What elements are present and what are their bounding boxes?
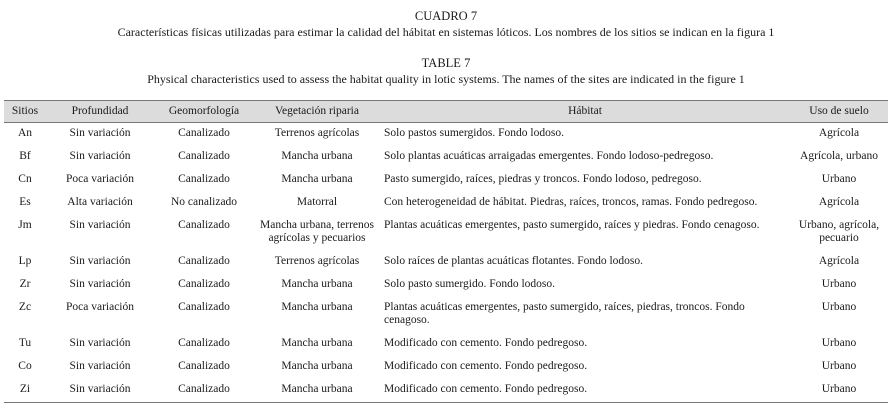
table-row	[4, 333, 888, 356]
table-row	[4, 169, 888, 192]
table-row	[4, 297, 888, 333]
cell-habitat: Solo pasto sumergido. Fondo lodoso.	[384, 278, 556, 290]
cell-vegetacion: Mancha urbana	[281, 173, 353, 185]
table-row	[4, 146, 888, 169]
header-row	[4, 101, 888, 123]
cell-profundidad: Alta variación	[67, 196, 133, 208]
cell-sitio: Tu	[18, 337, 32, 349]
table-row	[4, 215, 888, 251]
habitat-table	[4, 100, 888, 403]
header-vegetacion: Vegetación riparia	[254, 101, 380, 123]
cell-vegetacion: Terrenos agrícolas	[274, 127, 360, 139]
table-row	[4, 251, 888, 274]
table-row	[4, 379, 888, 403]
header-habitat: Hábitat	[380, 101, 790, 123]
cell-uso-suelo: Urbano	[821, 173, 857, 185]
cell-uso-suelo: Agrícola, urbano	[800, 150, 878, 162]
cell-habitat: Pasto sumergido, raíces, piedras y troncos. Fondo lodoso, pedregoso.	[384, 173, 702, 185]
cell-habitat: Modificado con cemento. Fondo pedregoso.	[384, 360, 588, 372]
cell-profundidad: Poca variación	[65, 301, 134, 313]
cell-habitat: Solo plantas acuáticas arraigadas emergentes. Fondo lodoso-pedregoso.	[384, 150, 714, 162]
table-label-en: TABLE 7	[421, 56, 471, 70]
cell-geomorfologia: Canalizado	[178, 278, 230, 290]
cell-vegetacion: Mancha urbana	[281, 360, 353, 372]
cell-vegetacion: Terrenos agrícolas	[274, 255, 360, 267]
cell-habitat: Modificado con cemento. Fondo pedregoso.	[380, 379, 790, 403]
cell-geomorfologia: Canalizado	[178, 360, 230, 372]
header-uso-suelo: Uso de suelo	[790, 101, 888, 123]
cell-sitio: Co	[18, 360, 32, 372]
cell-geomorfologia: Canalizado	[178, 173, 230, 185]
cell-sitio: Jm	[18, 219, 32, 231]
cell-profundidad: Sin variación	[69, 127, 131, 139]
table-row	[4, 123, 888, 147]
cell-profundidad: Sin variación	[69, 278, 131, 290]
cell-habitat: Plantas acuáticas emergentes, pasto sumergido, raíces y piedras. Fondo cenagoso.	[384, 219, 760, 231]
cell-vegetacion: Mancha urbana	[281, 150, 353, 162]
cell-sitio: Zr	[19, 278, 31, 290]
cell-habitat: Modificado con cemento. Fondo pedregoso.	[384, 337, 588, 349]
cell-profundidad: Sin variación	[69, 150, 131, 162]
cell-geomorfologia: Canalizado	[178, 255, 230, 267]
cell-sitio: Cn	[18, 173, 32, 185]
cell-uso-suelo: Agrícola	[818, 255, 860, 267]
cell-geomorfologia: Canalizado	[154, 379, 254, 403]
cell-sitio: Bf	[19, 150, 31, 162]
cell-geomorfologia: Canalizado	[178, 127, 230, 139]
cell-geomorfologia: Canalizado	[178, 301, 230, 313]
table-row	[4, 192, 888, 215]
cell-geomorfologia: Canalizado	[178, 337, 230, 349]
cell-uso-suelo: Agrícola	[818, 196, 860, 208]
cell-sitio: Zi	[4, 379, 46, 403]
cell-profundidad: Poca variación	[65, 173, 134, 185]
cell-uso-suelo: Urbano	[821, 278, 857, 290]
cell-vegetacion: Mancha urbana, terrenos agrícolas y pecuarios	[260, 219, 374, 244]
cell-habitat: Con heterogeneidad de hábitat. Piedras, raíces, troncos, ramas. Fondo pedregoso.	[384, 196, 758, 208]
table-label-es: CUADRO 7	[414, 9, 478, 23]
cell-habitat: Plantas acuáticas emergentes, pasto sumergido, raíces, piedras, troncos. Fondo cenagoso.	[384, 301, 745, 326]
cell-vegetacion: Mancha urbana	[254, 379, 380, 403]
cell-uso-suelo: Urbano	[821, 337, 857, 349]
header-geomorfologia: Geomorfología	[154, 101, 254, 123]
header-sitios: Sitios	[4, 101, 46, 123]
cell-vegetacion: Matorral	[296, 196, 338, 208]
cell-sitio: Es	[19, 196, 31, 208]
header-profundidad: Profundidad	[46, 101, 154, 123]
cell-vegetacion: Mancha urbana	[281, 278, 353, 290]
cell-profundidad: Sin variación	[69, 337, 131, 349]
table-row	[4, 274, 888, 297]
cell-habitat: Solo raíces de plantas acuáticas flotantes. Fondo lodoso.	[384, 255, 644, 267]
cell-vegetacion: Mancha urbana	[281, 301, 353, 313]
table-caption-es: Características físicas utilizadas para estimar la calidad del hábitat en sistemas lóticos. Los nombres de los sitios se indican en la figura 1	[117, 25, 775, 39]
table-caption-en: Physical characteristics used to assess the habitat quality in lotic systems. The names of the sites are indicated in the figure 1	[147, 72, 745, 86]
cell-uso-suelo: Urbano	[790, 379, 888, 403]
cell-uso-suelo: Urbano, agrícola, pecuario	[798, 219, 880, 244]
cell-profundidad: Sin variación	[46, 379, 154, 403]
table-row	[4, 356, 888, 379]
cell-habitat: Solo pastos sumergidos. Fondo lodoso.	[384, 127, 564, 139]
cell-uso-suelo: Urbano	[821, 301, 857, 313]
cell-uso-suelo: Agrícola	[818, 127, 860, 139]
cell-uso-suelo: Urbano	[821, 360, 857, 372]
table-body	[4, 123, 888, 403]
cell-profundidad: Sin variación	[69, 219, 131, 231]
cell-profundidad: Sin variación	[69, 255, 131, 267]
cell-sitio: Zc	[18, 301, 32, 313]
cell-sitio: Lp	[18, 255, 32, 267]
cell-geomorfologia: No canalizado	[170, 196, 238, 208]
cell-geomorfologia: Canalizado	[178, 219, 230, 231]
cell-sitio: An	[17, 127, 33, 139]
cell-profundidad: Sin variación	[69, 360, 131, 372]
cell-geomorfologia: Canalizado	[178, 150, 230, 162]
cell-vegetacion: Mancha urbana	[281, 337, 353, 349]
